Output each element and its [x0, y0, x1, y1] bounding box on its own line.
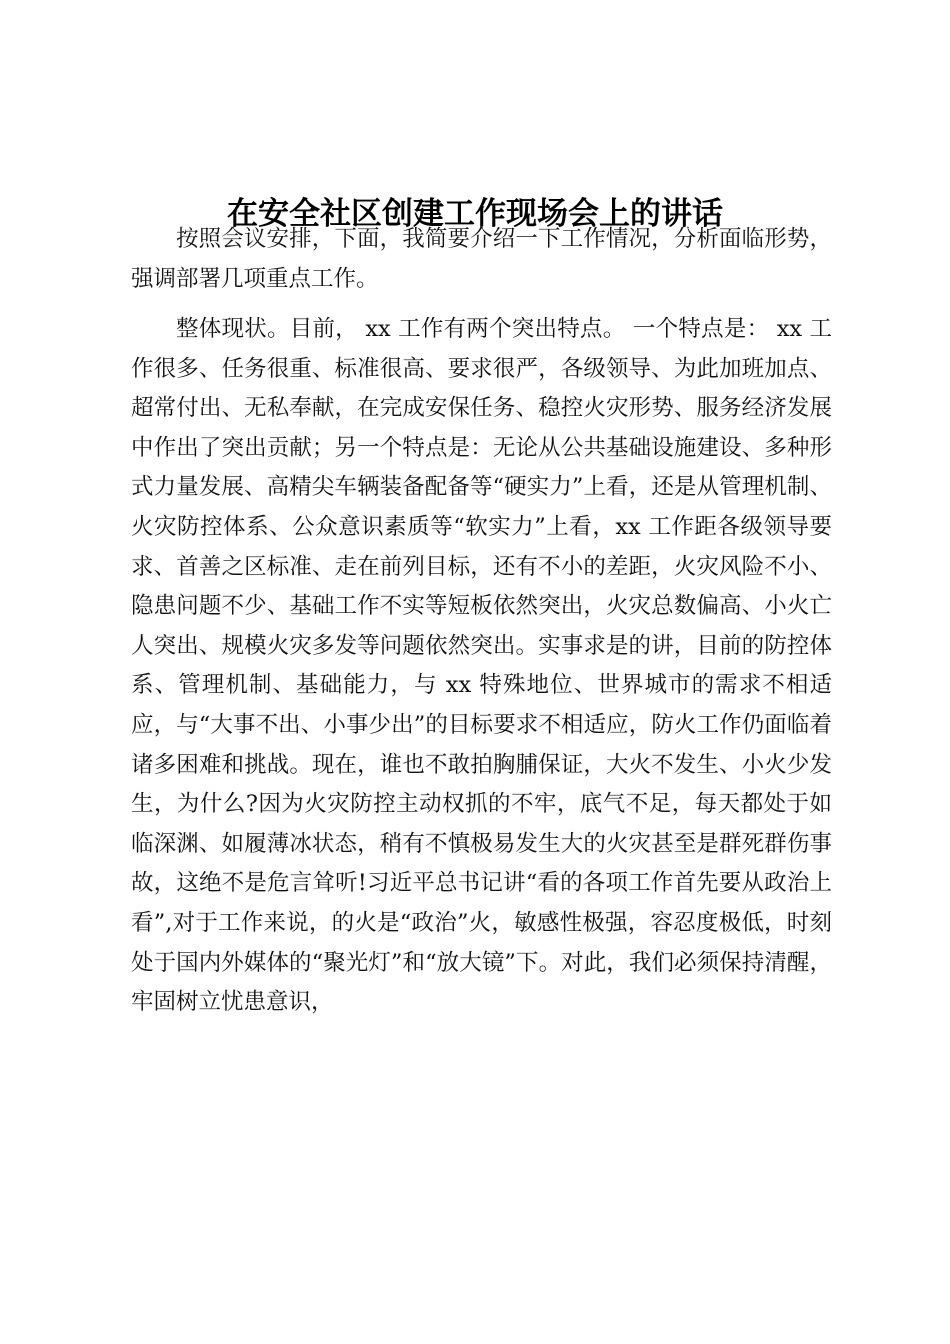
paragraph-intro: 按照会议安排，下面，我简要介绍一下工作情况，分析面临形势，强调部署几项重点工作。 [131, 226, 832, 292]
document-title: 在安全社区创建工作现场会上的讲话 [227, 195, 723, 232]
paragraph-current-situation: 整体现状。目前， xx 工作有两个突出特点。 一个特点是： xx 工作很多、任务很重、标准很高、要求很严，各级领导、为此加班加点、超常付出、无私奉献，在完成安保任务、稳控火灾形势、服务经济发展中作出了突出贡献；另一个特点是：无论从公共基础设施建设、多种形式力量发展、高精尖车辆装备配备等“硬实力”上看，还是从管理机制、火灾防控体系、公众意识素质等“软实力”上看，xx 工作距各级领导要求、首善之区标准、走在前列目标，还有不小的差距，火灾风险不小、隐患问题不少、基础工作不实等短板依然突出，火灾总数偏高、小火亡人突出、规模火灾多发等问题依然突出。实事求是的讲，目前的防控体系、管理机制、基础能力，与 xx 特殊地位、世界城市的需求不相适应，与“大事不出、小事少出”的目标要求不相适应，防火工作仍面临着诸多困难和挑战。现在，谁也不敢拍胸脯保证，大火不发生、小火少发生，为什么?因为火灾防控主动权抓的不牢，底气不足，每天都处于如临深渊、如履薄冰状态，稍有不慎极易发生大的火灾甚至是群死群伤事故，这绝不是危言耸听!习近平总书记讲“看的各项工作首先要从政治上看”,对于工作来说，的火是“政治”火，敏感性极强，容忍度极低，时刻处于国内外媒体的“聚光灯”和“放大镜”下。对此，我们必须保持清醒，牢固树立忧患意识， [131, 316, 832, 1016]
